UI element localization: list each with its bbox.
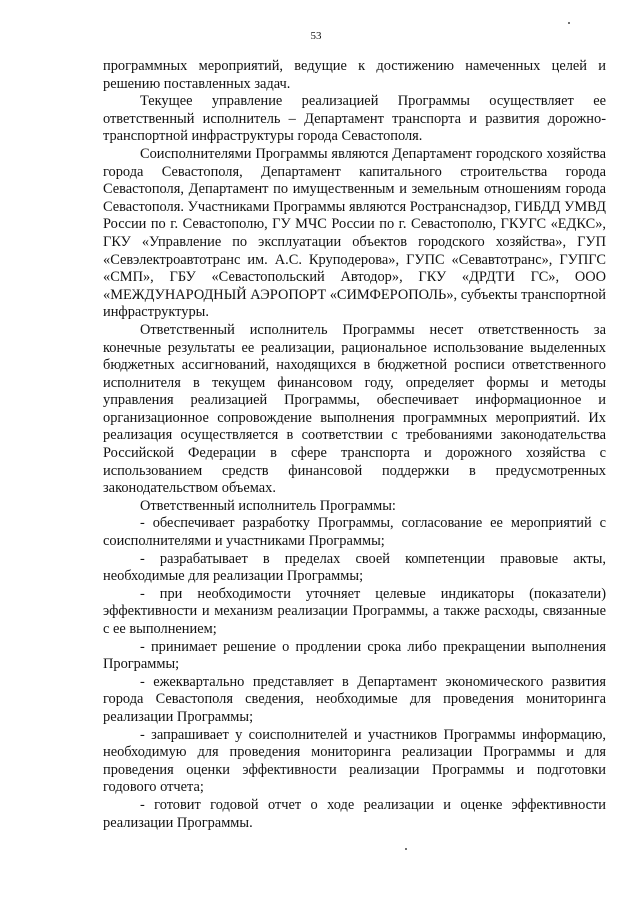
document-body [103,58,606,832]
list-item-duty: - при необходимости уточняет целевые индикаторы (показатели) эффективности и механизм реализации Программы, а также расходы, связанные с ее выполнением; [103,585,606,637]
paragraph-current-management: Текущее управление реализацией Программы осуществляет ее ответственный исполнитель – Департамент транспорта и развития дорожно-транспортной инфраструктуры города Севастополя. [103,93,606,145]
paragraph-coexecutors-participants: Соисполнителями Программы являются Департамент городского хозяйства города Севастополя, Департамент капитального строительства города Севастополя, Департамент по имущественным и земельным отношениям города Севастополя. Участниками Программы являются Ространснадзор, ГИБДД УМВД России по г. Севастополю, ГУ МЧС России по г. Севастополю, ГКУГС «ЕДКС», ГКУ «Управление по эксплуатации объектов городского хозяйства», ГУП «Севэлектроавтотранс им. А.С. Круподерова», ГУПС «Севавтотранс», ГУПГС «СМП», ГБУ «Севастопольский Автодор», ГКУ «ДРДТИ ГС», ООО «МЕЖДУНАРОДНЫЙ АЭРОПОРТ «СИМФЕРОПОЛЬ», субъекты транспортной инфраструктуры. [103,145,606,321]
page-number: 53 [310,30,322,42]
list-item-duty: - готовит годовой отчет о ходе реализации и оценке эффективности реализации Программы. [103,796,606,831]
list-item-duty: - ежеквартально представляет в Департамент экономического развития города Севастополя сведения, необходимые для проведения мониторинга реализации Программы; [103,673,606,725]
scan-speck [405,848,407,850]
list-item-duty: - разрабатывает в пределах своей компетенции правовые акты, необходимые для реализации Программы; [103,550,606,585]
paragraph-responsibility: Ответственный исполнитель Программы несет ответственность за конечные результаты ее реализации, рациональное использование выделенных бюджетных ассигнований, находящихся в бюджетной росписи ответственного исполнителя в текущем финансовом году, определяет формы и методы управления реализацией Программы, обеспечивает информационное и организационное сопровождение выполнения программных мероприятий. Их реализация осуществляется в соответствии с требованиями законодательства Российской Федерации в сфере транспорта и дорожного хозяйства с использованием средств финансовой поддержки в предусмотренных законодательством объемах. [103,321,606,497]
list-item-duty: - принимает решение о продлении срока либо прекращении выполнения Программы; [103,638,606,673]
list-item-duty: - запрашивает у соисполнителей и участников Программы информацию, необходимую для проведения мониторинга реализации Программы и для проведения оценки эффективности реализации Программы и подготовки годового отчета; [103,726,606,796]
paragraph-executor-duties-heading: Ответственный исполнитель Программы: [140,497,396,514]
scan-speck [568,22,570,24]
list-item-duty: - обеспечивает разработку Программы, согласование ее мероприятий с соисполнителями и участниками Программы; [103,515,606,550]
paragraph-intro-continuation: программных мероприятий, ведущие к достижению намеченных целей и решению поставленных задач. [103,58,606,92]
